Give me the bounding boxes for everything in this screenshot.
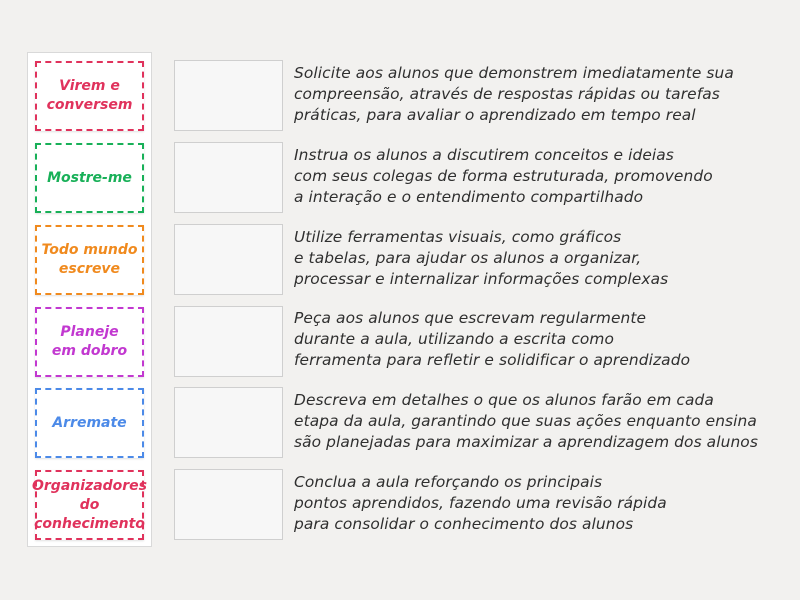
drop-slot[interactable] bbox=[174, 60, 283, 131]
card-label: Virem e conversem bbox=[46, 78, 133, 113]
description-text: Solicite aos alunos que demonstrem imediatamente sua compreensão, através de respostas rápidas ou tarefas práticas, para avaliar o aprendizado em tempo real bbox=[294, 64, 734, 124]
drop-slot[interactable] bbox=[174, 469, 283, 540]
drop-slot[interactable] bbox=[174, 387, 283, 458]
card-label: Todo mundo escreve bbox=[41, 242, 138, 277]
draggable-card[interactable] bbox=[35, 388, 144, 458]
draggable-card[interactable] bbox=[35, 143, 144, 213]
card-label: Arremate bbox=[52, 414, 127, 431]
card-label: Mostre-me bbox=[47, 169, 132, 186]
description-text: Peça aos alunos que escrevam regularmente durante a aula, utilizando a escrita como ferramenta para refletir e solidificar o aprendizado bbox=[294, 309, 691, 369]
description-text: Utilize ferramentas visuais, como gráficos e tabelas, para ajudar os alunos a organizar, processar e internalizar informações complexas bbox=[294, 228, 669, 288]
card-label: Planeje em dobro bbox=[51, 324, 128, 359]
draggable-card[interactable] bbox=[32, 470, 148, 540]
drop-slot[interactable] bbox=[174, 142, 283, 213]
description-text: Descreva em detalhes o que os alunos farão em cada etapa da aula, garantindo que suas ações enquanto ensina são planejadas para maximizar a aprendizagem dos alunos bbox=[294, 391, 758, 451]
draggable-card[interactable] bbox=[35, 61, 144, 131]
drop-slot[interactable] bbox=[174, 224, 283, 295]
draggable-card[interactable] bbox=[35, 307, 144, 377]
draggable-card[interactable] bbox=[35, 225, 144, 295]
card-label: Organizadores do conhecimento bbox=[32, 477, 148, 532]
drop-slot[interactable] bbox=[174, 306, 283, 377]
description-text: Instrua os alunos a discutirem conceitos e ideias com seus colegas de forma estruturada, promovendo a interação e o entendimento compartilhado bbox=[294, 146, 713, 206]
description-text: Conclua a aula reforçando os principais pontos aprendidos, fazendo uma revisão rápida para consolidar o conhecimento dos alunos bbox=[294, 473, 667, 533]
